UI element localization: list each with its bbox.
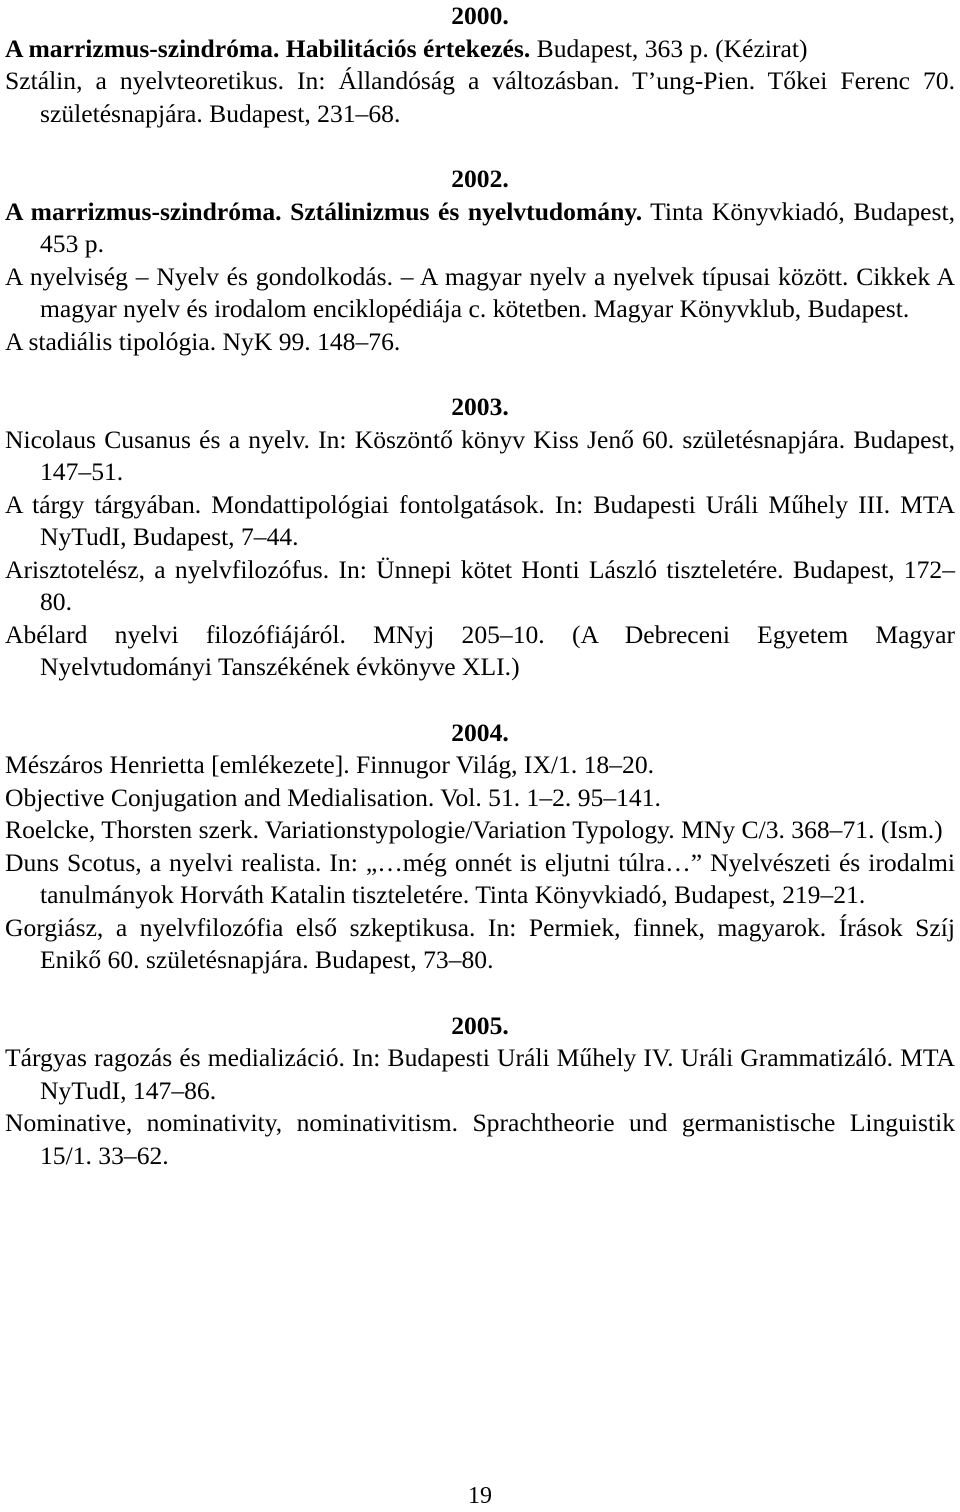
entry-text: Gorgiász, a nyelvfilozófia első szkeptikusa. In: Permiek, finnek, magyarok. Írások Szíj Enikő 60. születésnapjára. Budapest, 73–80.	[5, 912, 955, 974]
page-number: 19	[468, 1483, 492, 1509]
bibliography-entry	[5, 749, 955, 782]
year-section-2003	[5, 391, 955, 684]
year-section-2004	[5, 717, 955, 977]
entry-text: Roelcke, Thorsten szerk. Variationstypologie/Variation Typology. MNy C/3. 368–71. (Ism.)	[5, 815, 943, 844]
year-heading: 2005.	[451, 1010, 509, 1040]
bibliography-entry	[5, 489, 955, 554]
bibliography-entry	[5, 554, 955, 619]
bibliography-entry	[5, 1107, 955, 1172]
bibliography-page	[5, 0, 955, 1172]
entry-bold-title: A marrizmus-szindróma. Sztálinizmus és nyelvtudomány.	[5, 196, 643, 226]
bibliography-entry	[5, 847, 955, 912]
entry-text: Abélard nyelvi filozófiájáról. MNyj 205–10. (A Debreceni Egyetem Magyar Nyelvtudományi Tanszékének évkönyve XLI.)	[5, 619, 955, 681]
year-heading: 2002.	[451, 164, 509, 193]
year-heading: 2000.	[451, 1, 509, 30]
entry-text: Sztálin, a nyelvteoretikus. In: Állandóság a változásban. T’ung-Pien. Tőkei Ferenc 70. születésnapjára. Budapest, 231–68.	[5, 66, 955, 128]
year-heading: 2004.	[451, 717, 509, 747]
entry-text: Nominative, nominativity, nominativitism. Sprachtheorie und germanistische Linguistik 15/1. 33–62.	[5, 1108, 955, 1170]
entry-text: Tárgyas ragozás és medializáció. In: Budapesti Uráli Műhely IV. Uráli Grammatizáló. MTA NyTudI, 147–86.	[5, 1043, 955, 1105]
bibliography-entry	[5, 782, 955, 815]
bibliography-entry	[5, 1042, 955, 1107]
entry-text: A nyelviség – Nyelv és gondolkodás. – A magyar nyelv a nyelvek típusai között. Cikkek A magyar nyelv és irodalom enciklopédiája c. kötetben. Magyar Könyvklub, Budapest.	[5, 261, 955, 323]
year-heading: 2003.	[451, 392, 509, 421]
bibliography-entry	[5, 326, 955, 359]
entry-bold-title: A marrizmus-szindróma. Habilitációs értekezés.	[5, 33, 531, 63]
entry-text: A stadiális tipológia. NyK 99. 148–76.	[5, 326, 401, 356]
bibliography-entry	[5, 424, 955, 489]
entry-text: Arisztotelész, a nyelvfilozófus. In: Ünnepi kötet Honti László tiszteletére. Budapest, 172–80.	[5, 554, 955, 616]
bibliography-entry	[5, 261, 955, 326]
bibliography-entry	[5, 814, 955, 847]
entry-text: Mészáros Henrietta [emlékezete]. Finnugor Világ, IX/1. 18–20.	[5, 750, 655, 779]
entry-text: Nicolaus Cusanus és a nyelv. In: Köszöntő könyv Kiss Jenő 60. születésnapjára. Budapest, 147–51.	[5, 424, 955, 486]
year-section-2000	[5, 0, 955, 130]
bibliography-entry	[5, 196, 955, 261]
entry-text: Duns Scotus, a nyelvi realista. In: „…még onnét is eljutni túlra…” Nyelvészeti és irodalmi tanulmányok Horváth Katalin tiszteletére. Tinta Könyvkiadó, Budapest, 219–21.	[5, 847, 955, 909]
bibliography-entry	[5, 912, 955, 977]
year-section-2002	[5, 163, 955, 358]
bibliography-entry	[5, 65, 955, 130]
bibliography-entry	[5, 619, 955, 684]
entry-text: Budapest, 363 p. (Kézirat)	[530, 33, 808, 63]
bibliography-entry	[5, 33, 955, 66]
entry-text: Tinta Könyvkiadó, Budapest, 453 p.	[40, 196, 955, 258]
entry-text: Objective Conjugation and Medialisation. Vol. 51. 1–2. 95–141.	[5, 782, 661, 812]
year-section-2005	[5, 1010, 955, 1173]
entry-text: A tárgy tárgyában. Mondattipológiai fontolgatások. In: Budapesti Uráli Műhely III. MTA NyTudI, Budapest, 7–44.	[5, 489, 955, 551]
